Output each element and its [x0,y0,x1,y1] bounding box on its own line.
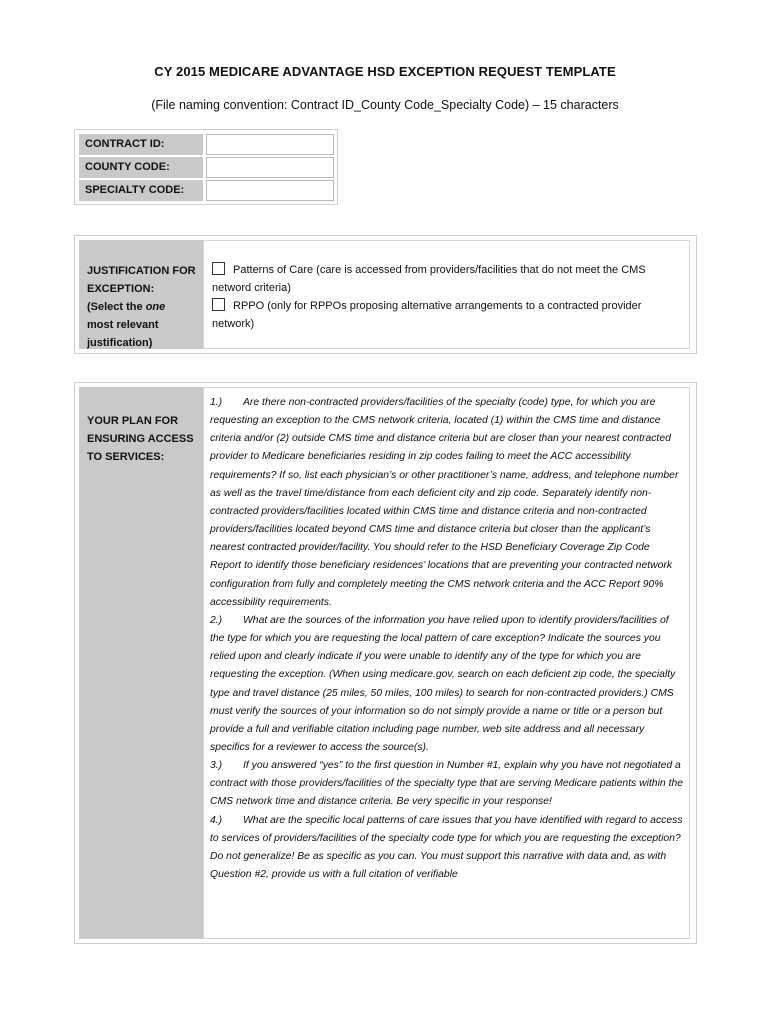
question-number: 1.) [210,397,223,408]
rppo-option[interactable] [212,297,679,333]
plan-label-line: YOUR PLAN FOR [87,415,179,427]
justification-label-line: JUSTIFICATION FOR [87,265,196,277]
question-1 [210,394,683,612]
rppo-checkbox[interactable] [212,298,225,311]
question-4 [210,812,683,885]
justification-label-line: most relevant [87,319,159,331]
id-fields-table [74,129,338,205]
justification-label-line: justification) [87,337,153,349]
plan-label [79,387,203,939]
patterns-of-care-option[interactable] [212,261,679,297]
question-number: 2.) [210,614,223,626]
question-text: If you answered “yes” to the first question in Number #1, explain why you have not negotiated a contract with those providers/facilities of the specialty type that are serving Medicare patients within the CMS network time and distance criteria. Be very specific in your response! [210,760,684,808]
plan-questions[interactable] [203,387,690,939]
question-text: Are there non-contracted providers/facilities of the specialty (code) type, for which you are requesting an exception to the CMS network criteria, located (1) within the CMS time and distance criteria and/or (2) outside CMS time and distance criteria but are closer than your nearest contracted provider to Medicare beneficiaries residing in zip codes failing to meet the ACC accessibility requirements? If so, list each physician’s or other practitioner’s name, address, and telephone number as well as the travel time/distance from each deficient city and zip code. Separately identify non-contracted providers/facilities located within CMS time and distance criteria and non-contracted providers/facilities located beyond CMS time and distance criteria but closer than the applicant’s nearest contracted provider/facility. You should refer to the HSD Beneficiary Coverage Zip Code Report to identify those beneficiary residences’ locations that are preventing your contracted network configuration from fully and completely meeting the CMS network criteria and the ACC Report 90% accessibility requirements. [210,397,679,608]
question-3 [210,757,683,811]
contract-id-label: CONTRACT ID: [79,134,203,155]
document-subtitle: (File naming convention: Contract ID_County Code_Specialty Code) – 15 characters [151,98,619,112]
plan-label-line: TO SERVICES: [87,451,165,463]
specialty-code-label: SPECIALTY CODE: [79,180,203,201]
justification-label-line: EXCEPTION: [87,283,155,295]
rppo-text: RPPO (only for RPPOs proposing alternative arrangements to a contracted provider network) [212,300,642,330]
justification-options [203,240,690,349]
document-title: CY 2015 MEDICARE ADVANTAGE HSD EXCEPTION REQUEST TEMPLATE [154,64,616,79]
justification-label-line [87,298,203,316]
question-text: What are the specific local patterns of care issues that you have identified with regard to access to services of providers/facilities of the specialty code type for which you are requesting the exception? Do not generalize! Be as specific as you can. You must support this narrative with data and, as with Question #2, provide us with a full citation of verifiable [210,814,683,881]
patterns-of-care-checkbox[interactable] [212,262,225,275]
justification-label [79,240,203,349]
county-code-field[interactable] [206,157,334,178]
justification-label-text: (Select the [87,301,146,313]
justification-table [74,235,697,354]
justification-label-emphasis: one [145,301,166,313]
question-text: What are the sources of the information you have relied upon to identify providers/facilities of the type for which you are requesting the local pattern of care exception? Indicate the sources you relied upon and clearly indicate if you were unable to identify any of the type for which you are requesting the exception. (When using medicare.gov, search on each deficient zip code, the specialty type and travel distance (25 miles, 50 miles, 100 miles) to search for non-contracted providers.) CMS must verify the sources of your information so do not simply provide a name or title or a person but provide a full and verifiable citation including page number, web site address and all necessary specifics for a reviewer to access the source(s). [210,614,676,753]
question-number: 4.) [210,814,223,826]
specialty-code-field[interactable] [206,180,334,201]
patterns-of-care-text: Patterns of Care (care is accessed from providers/facilities that do not meet the CMS netword criteria) [212,264,646,294]
plan-label-line: ENSURING ACCESS [87,433,194,445]
question-2 [210,612,683,757]
contract-id-field[interactable] [206,134,334,155]
plan-table [74,382,697,944]
question-number: 3.) [210,760,223,772]
county-code-label: COUNTY CODE: [79,157,203,178]
